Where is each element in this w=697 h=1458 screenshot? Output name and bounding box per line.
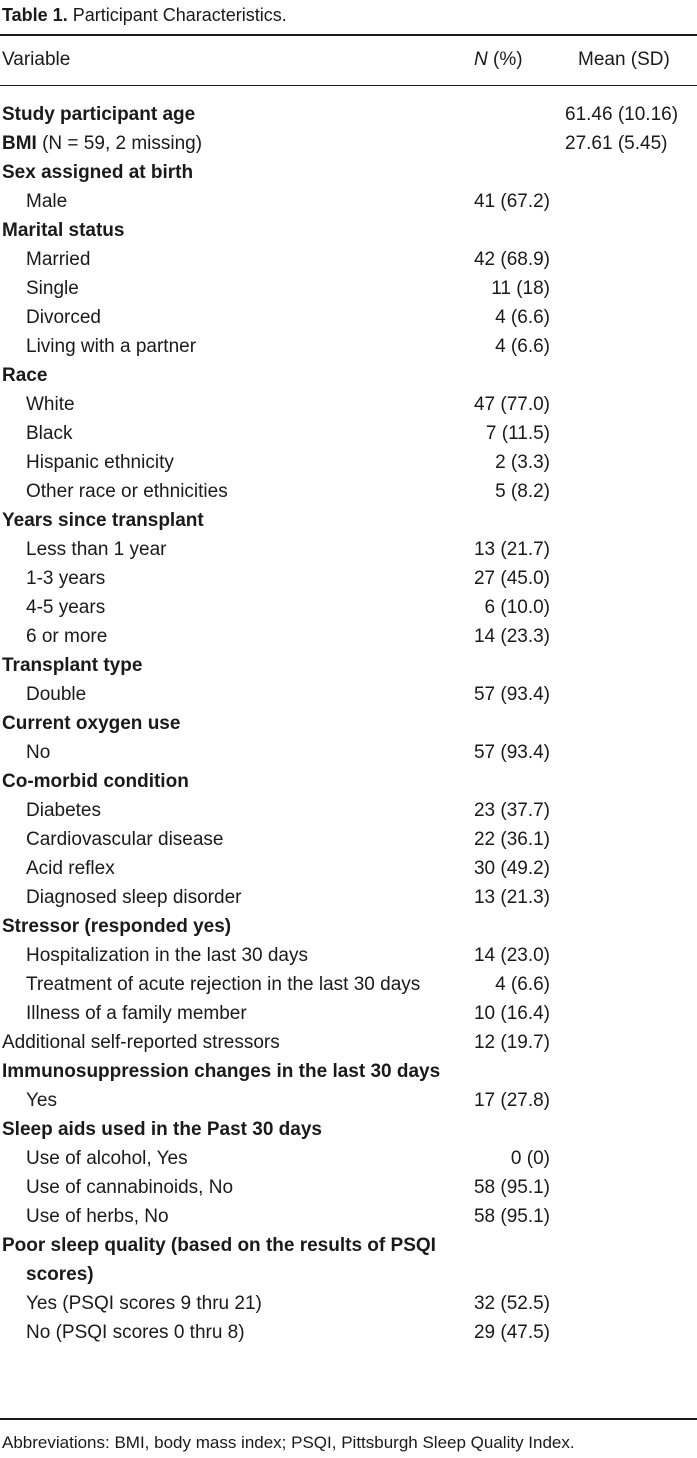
row-n-percent: 17 (27.8) — [473, 1090, 550, 1111]
row-label: 1-3 years — [26, 568, 106, 589]
table-row — [0, 767, 697, 796]
row-n-percent: 58 (95.1) — [473, 1206, 550, 1227]
row-label-bold: Sleep aids used in the Past 30 days — [2, 1119, 322, 1140]
row-label — [0, 709, 444, 738]
row-label: No — [26, 742, 51, 763]
table-row — [0, 912, 697, 941]
table-row — [0, 1057, 697, 1086]
row-label: Divorced — [26, 307, 101, 328]
column-header-n — [474, 48, 523, 72]
table-row — [0, 332, 697, 361]
row-label-bold: Sex assigned at birth — [2, 162, 194, 183]
row-label: Illness of a family member — [26, 1003, 247, 1024]
row-label: Additional self-reported stressors — [2, 1032, 280, 1053]
table-row — [0, 419, 697, 448]
table-row — [0, 564, 697, 593]
row-n-percent: 10 (16.4) — [473, 1003, 550, 1024]
row-n-percent: 14 (23.0) — [473, 945, 550, 966]
row-label: Yes — [26, 1090, 57, 1111]
row-n-percent: 13 (21.3) — [473, 887, 550, 908]
table-body — [0, 100, 697, 1347]
table-row — [0, 883, 697, 912]
row-n-percent: 29 (47.5) — [473, 1322, 550, 1343]
row-label — [0, 100, 444, 129]
row-label — [0, 912, 444, 941]
row-n-percent: 0 (0) — [510, 1148, 550, 1169]
row-label-bold: Stressor (responded yes) — [2, 916, 232, 937]
row-label: Hospitalization in the last 30 days — [26, 945, 308, 966]
row-label: Cardiovascular disease — [26, 829, 224, 850]
table-row — [0, 651, 697, 680]
row-n-percent: 30 (49.2) — [473, 858, 550, 879]
row-label: Acid reflex — [26, 858, 115, 879]
table-row — [0, 854, 697, 883]
table-row — [0, 1318, 697, 1347]
bottom-rule — [0, 1418, 697, 1420]
row-label: Diagnosed sleep disorder — [26, 887, 242, 908]
row-n-percent: 27 (45.0) — [473, 568, 550, 589]
row-n-percent: 57 (93.4) — [473, 684, 550, 705]
table-row — [0, 187, 697, 216]
table-row — [0, 1202, 697, 1231]
row-n-percent: 32 (52.5) — [473, 1293, 550, 1314]
row-label: Hispanic ethnicity — [26, 452, 174, 473]
row-label: Yes (PSQI scores 9 thru 21) — [26, 1293, 262, 1314]
row-n-percent: 5 (8.2) — [495, 481, 550, 502]
row-label: Living with a partner — [26, 336, 197, 357]
row-n-percent: 4 (6.6) — [495, 336, 550, 357]
table-row — [0, 622, 697, 651]
row-n-percent: 2 (3.3) — [495, 452, 550, 473]
row-label — [0, 158, 444, 187]
table-row — [0, 506, 697, 535]
row-n-percent: 41 (67.2) — [473, 191, 550, 212]
row-label-bold: Transplant type — [2, 655, 143, 676]
column-header-n-italic: N — [474, 49, 488, 70]
column-header-mean: Mean (SD) — [578, 49, 670, 70]
table-row — [0, 825, 697, 854]
row-label: Other race or ethnicities — [26, 481, 228, 502]
row-label — [0, 216, 444, 245]
table-row — [0, 796, 697, 825]
table-row — [0, 216, 697, 245]
table-row — [0, 390, 697, 419]
row-label-bold: BMI — [2, 133, 37, 154]
row-label — [0, 361, 444, 390]
row-label — [0, 1115, 444, 1144]
row-n-percent: 23 (37.7) — [473, 800, 550, 821]
table-row — [0, 593, 697, 622]
table-caption-text: Participant Characteristics. — [72, 5, 287, 25]
row-label — [0, 129, 444, 158]
table-row — [0, 970, 697, 999]
top-rule — [0, 34, 697, 36]
row-label: White — [26, 394, 75, 415]
table-row — [0, 1086, 697, 1115]
row-label-bold: Years since transplant — [2, 510, 204, 531]
table-row — [0, 1144, 697, 1173]
row-label — [0, 767, 444, 796]
row-label-bold: Marital status — [2, 220, 125, 241]
table-row — [0, 1115, 697, 1144]
table-row — [0, 1289, 697, 1318]
row-label-bold: Study participant age — [2, 104, 196, 125]
row-label: Married — [26, 249, 91, 270]
table-row — [0, 129, 697, 158]
table-caption-label: Table 1. — [2, 5, 68, 25]
row-n-percent: 7 (11.5) — [485, 423, 550, 444]
row-label: Double — [26, 684, 87, 705]
row-n-percent: 14 (23.3) — [473, 626, 550, 647]
row-label: Treatment of acute rejection in the last 30 days — [26, 974, 421, 995]
row-label-bold: Immunosuppression changes in the last 30 days — [2, 1061, 441, 1082]
row-label-rest: (N = 59, 2 missing) — [36, 133, 203, 154]
row-label: 4-5 years — [26, 597, 106, 618]
table-footnote: Abbreviations: BMI, body mass index; PSQI, Pittsburgh Sleep Quality Index. — [2, 1433, 575, 1452]
row-label-bold: Race — [2, 365, 48, 386]
table-row — [0, 477, 697, 506]
column-header-variable: Variable — [2, 49, 71, 70]
row-label: No (PSQI scores 0 thru 8) — [26, 1322, 245, 1343]
row-n-percent: 4 (6.6) — [495, 307, 550, 328]
row-label — [0, 1231, 444, 1289]
table-row — [0, 1028, 697, 1057]
table-row — [0, 999, 697, 1028]
row-label-bold: Co-morbid condition — [2, 771, 189, 792]
table-row — [0, 158, 697, 187]
row-label — [0, 651, 444, 680]
row-label: Black — [26, 423, 73, 444]
table-row — [0, 100, 697, 129]
row-mean-sd: 61.46 (10.16) — [565, 104, 679, 125]
row-label — [0, 506, 444, 535]
row-label: Single — [26, 278, 79, 299]
table-row — [0, 738, 697, 767]
row-label — [0, 1057, 444, 1086]
row-label: Use of alcohol, Yes — [26, 1148, 188, 1169]
table-caption — [2, 4, 287, 26]
row-n-percent: 13 (21.7) — [473, 539, 550, 560]
table-row — [0, 1231, 697, 1289]
table-row — [0, 274, 697, 303]
table-row — [0, 680, 697, 709]
table-row — [0, 361, 697, 390]
row-label-bold: Poor sleep quality (based on the results of PSQI scores) — [2, 1235, 436, 1285]
table-row — [0, 245, 697, 274]
column-header-n-rest: (%) — [487, 49, 523, 70]
table-row — [0, 303, 697, 332]
row-n-percent: 58 (95.1) — [473, 1177, 550, 1198]
table-row — [0, 535, 697, 564]
row-mean-sd: 27.61 (5.45) — [565, 133, 668, 154]
table-row — [0, 448, 697, 477]
row-n-percent: 22 (36.1) — [473, 829, 550, 850]
row-n-percent: 12 (19.7) — [473, 1032, 550, 1053]
row-label: Male — [26, 191, 68, 212]
row-label: Diabetes — [26, 800, 101, 821]
row-n-percent: 42 (68.9) — [473, 249, 550, 270]
row-n-percent: 47 (77.0) — [473, 394, 550, 415]
table-row — [0, 1173, 697, 1202]
row-n-percent: 11 (18) — [491, 278, 550, 299]
row-label: Less than 1 year — [26, 539, 167, 560]
header-rule — [0, 85, 697, 86]
row-label: 6 or more — [26, 626, 108, 647]
row-label-bold: Current oxygen use — [2, 713, 181, 734]
row-n-percent: 6 (10.0) — [484, 597, 550, 618]
row-n-percent: 57 (93.4) — [473, 742, 550, 763]
row-label: Use of cannabinoids, No — [26, 1177, 234, 1198]
table-row — [0, 709, 697, 738]
row-n-percent: 4 (6.6) — [495, 974, 550, 995]
row-label: Use of herbs, No — [26, 1206, 169, 1227]
table-row — [0, 941, 697, 970]
